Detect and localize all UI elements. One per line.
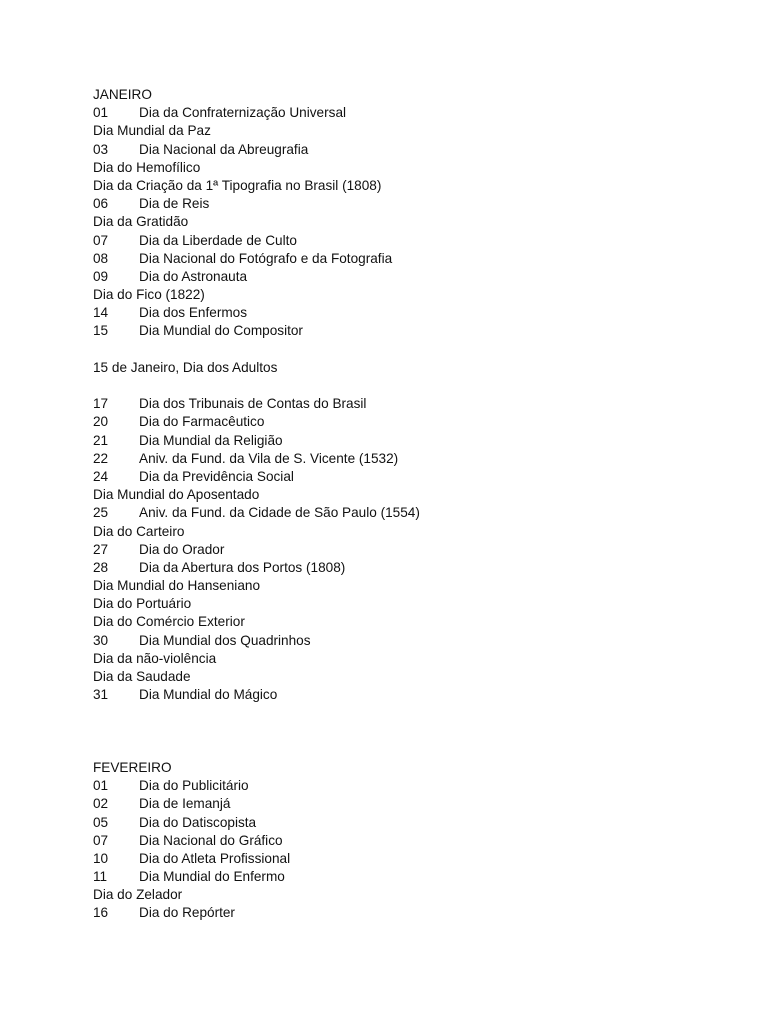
entry-text: Dia Mundial do Hanseniano: [93, 578, 261, 594]
entry-day: 15: [93, 323, 109, 339]
entry-text: 15 de Janeiro, Dia dos Adultos: [93, 359, 278, 375]
entry-text: Dia da não-violência: [93, 650, 217, 666]
entry-text: Dia da Liberdade de Culto: [139, 232, 297, 248]
entry-text: Dia da Abertura dos Portos (1808): [139, 559, 346, 575]
entry-text: Dia do Repórter: [139, 905, 235, 921]
entry-line: [93, 523, 733, 541]
entry-day: 27: [93, 541, 109, 557]
entry-day: 07: [93, 832, 109, 848]
entry-day: 22: [93, 450, 109, 466]
entry-day: 28: [93, 559, 109, 575]
entry-day: 17: [93, 396, 109, 412]
entry-text: Dia Nacional do Fotógrafo e da Fotografia: [139, 250, 393, 266]
entry-text: Dia do Hemofílico: [93, 159, 201, 175]
entry-line: [93, 868, 733, 886]
entry-line: [93, 286, 733, 304]
entry-line: [93, 886, 733, 904]
entry-line: [93, 904, 733, 922]
entry-line: [93, 304, 733, 322]
entry-text: Dia Mundial do Enfermo: [139, 869, 285, 885]
entry-text: Aniv. da Fund. da Vila de S. Vicente (1532): [139, 450, 399, 466]
entry-line: [93, 450, 733, 468]
entry-line: [93, 559, 733, 577]
entry-text: Dia de Iemanjá: [139, 796, 231, 812]
entry-line: [93, 122, 733, 140]
entry-day: 01: [93, 778, 109, 794]
entry-line: [93, 195, 733, 213]
entry-text: Dia do Farmacêutico: [139, 414, 265, 430]
entry-day: 02: [93, 796, 109, 812]
entry-text: Dia Mundial do Mágico: [139, 687, 278, 703]
entry-text: Dia Nacional do Gráfico: [139, 832, 283, 848]
month-spacer: [93, 704, 733, 759]
entry-line: [93, 613, 733, 631]
entry-line: [93, 795, 733, 813]
entry-line: [93, 541, 733, 559]
entry-line: [93, 232, 733, 250]
entry-text: Dia do Fico (1822): [93, 287, 205, 303]
entry-day: 11: [93, 869, 108, 885]
entry-line: [93, 468, 733, 486]
entry-text: Dia dos Tribunais de Contas do Brasil: [139, 396, 367, 412]
entry-text: Dia da Criação da 1ª Tipografia no Brasil (1808): [93, 177, 382, 193]
entry-text: Dia do Astronauta: [139, 268, 248, 284]
entry-text: Dia da Gratidão: [93, 214, 189, 230]
entry-text: Dia da Saudade: [93, 669, 191, 684]
entry-text: Dia do Comércio Exterior: [93, 614, 245, 630]
entry-text: Dia do Publicitário: [139, 778, 249, 794]
entry-line: [93, 250, 733, 268]
entry-text: Dia do Orador: [139, 541, 225, 557]
entry-line: [93, 141, 733, 159]
entry-day: 16: [93, 905, 109, 921]
entry-line: [93, 504, 733, 522]
entry-text: Dia do Atleta Profissional: [139, 850, 291, 866]
entry-day: 25: [93, 505, 109, 521]
entry-text: Dia Mundial do Compositor: [139, 323, 303, 339]
entry-day: 20: [93, 414, 109, 430]
entry-line: [93, 686, 733, 704]
entry-day: 30: [93, 632, 109, 648]
entry-day: 31: [93, 687, 109, 703]
entry-line: [93, 268, 733, 286]
entry-line: [93, 650, 733, 668]
entry-line: [93, 159, 733, 177]
entry-text: Dia Mundial dos Quadrinhos: [139, 632, 311, 648]
entry-text: Dia da Previdência Social: [139, 468, 294, 484]
document-page: [93, 86, 733, 923]
entry-day: 21: [93, 432, 109, 448]
entry-text: Dia dos Enfermos: [139, 305, 248, 321]
entry-day: 14: [93, 305, 109, 321]
entry-text: Dia do Portuário: [93, 596, 192, 612]
entry-line: [93, 777, 733, 795]
entry-day: 07: [93, 232, 109, 248]
entry-line: [93, 668, 733, 686]
entry-line: [93, 486, 733, 504]
entry-line: [93, 832, 733, 850]
entry-line: [93, 595, 733, 613]
entry-line: [93, 814, 733, 832]
month-heading: FEVEREIRO: [93, 759, 172, 775]
month-heading: JANEIRO: [93, 87, 152, 102]
entry-day: 06: [93, 196, 109, 212]
entry-day: 08: [93, 250, 109, 266]
entry-line: [93, 413, 733, 431]
entry-text: Dia Nacional da Abreugrafia: [139, 141, 309, 157]
entry-line: [93, 104, 733, 122]
entry-text: Dia Mundial da Paz: [93, 123, 211, 139]
entry-text: Dia do Datiscopista: [139, 814, 257, 830]
entry-line: [93, 177, 733, 195]
entry-text: Dia de Reis: [139, 196, 210, 212]
entry-text: Dia Mundial do Aposentado: [93, 487, 260, 503]
entry-text: Dia do Carteiro: [93, 523, 185, 539]
entry-day: 03: [93, 141, 109, 157]
entry-day: 09: [93, 268, 109, 284]
entry-day: 01: [93, 105, 109, 121]
entry-day: 10: [93, 850, 109, 866]
entry-text: Dia Mundial da Religião: [139, 432, 283, 448]
entry-line: [93, 577, 733, 595]
entry-text: Dia da Confraternização Universal: [139, 105, 347, 121]
entry-line: [93, 632, 733, 650]
entry-line: [93, 213, 733, 231]
entry-line: [93, 395, 733, 413]
entry-day: 05: [93, 814, 109, 830]
entry-text: Aniv. da Fund. da Cidade de São Paulo (1554): [139, 505, 420, 521]
entry-line: [93, 322, 733, 340]
entry-line: [93, 359, 733, 377]
entry-line: [93, 850, 733, 868]
blank-line: [93, 341, 733, 359]
entry-text: Dia do Zelador: [93, 887, 183, 903]
entry-line: [93, 432, 733, 450]
entry-day: 24: [93, 468, 109, 484]
blank-line: [93, 377, 733, 395]
